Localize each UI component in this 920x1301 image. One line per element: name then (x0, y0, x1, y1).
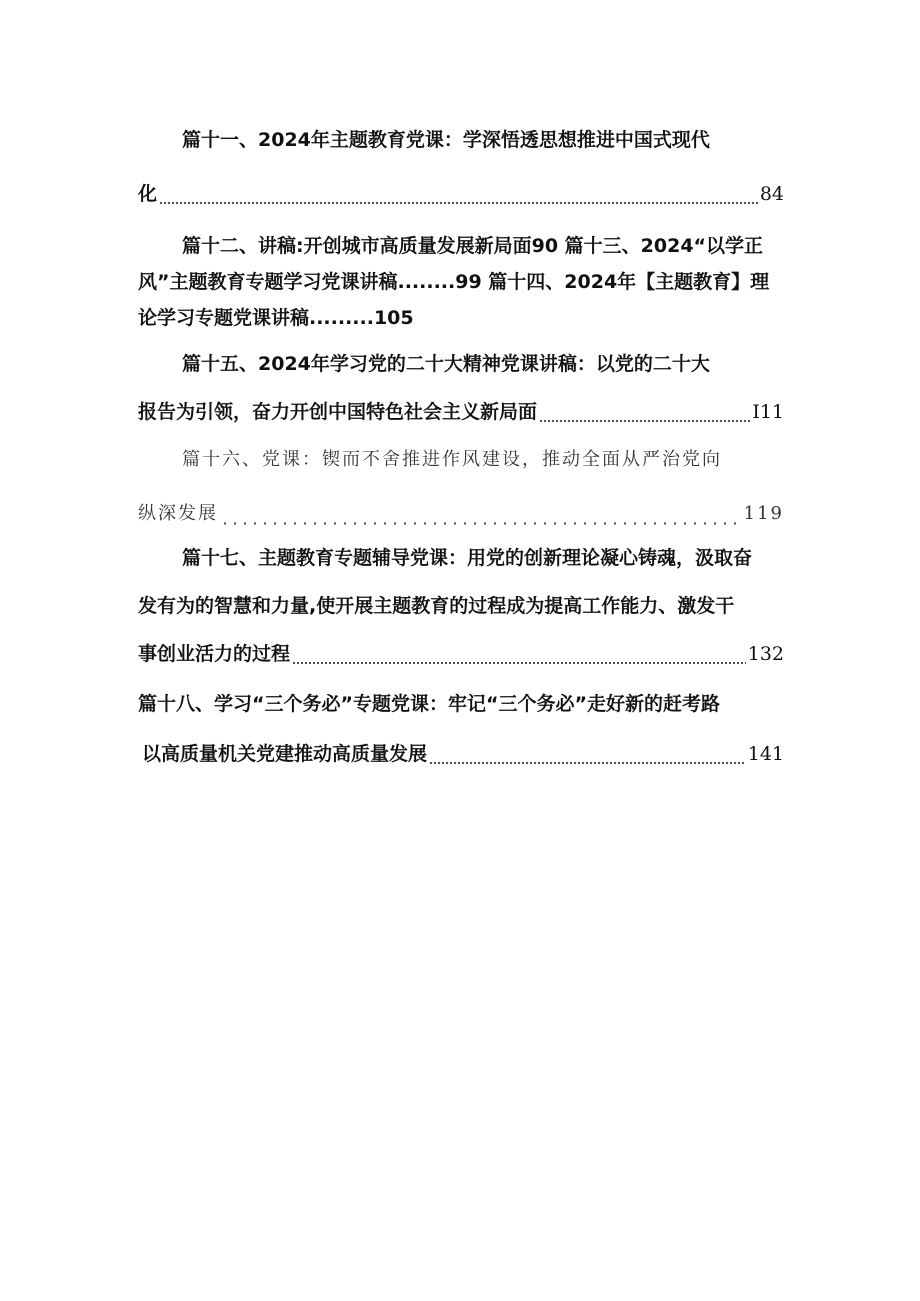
toc-entry-text: 篇十五、2024年学习党的二十大精神党课讲稿：以党的二十大 (182, 353, 710, 375)
toc-entry-16-line-2[interactable] (138, 498, 784, 530)
toc-entry-17-line-3[interactable] (138, 638, 784, 670)
toc-entry-11-line-2[interactable] (138, 178, 784, 210)
toc-entry-text: 发有为的智慧和力量,使开展主题教育的过程成为提高工作能力、激发干 (138, 595, 735, 617)
toc-entry-17-line-1[interactable] (182, 542, 784, 574)
toc-entry-16-line-1[interactable] (182, 444, 784, 476)
toc-entry-text: 以高质量机关党建推动高质量发展 (142, 743, 428, 765)
dot-leader (159, 202, 758, 204)
page-number: 84 (759, 183, 784, 205)
toc-entry-18-line-2[interactable] (142, 738, 784, 770)
dot-leader (220, 522, 742, 525)
toc-entry-text: 风”主题教育专题学习党课讲稿........99 篇十四、2024年【主题教育】理 (138, 271, 770, 293)
toc-entry-text: 论学习专题党课讲稿.........105 (138, 307, 414, 329)
toc-entry-text: 化 (138, 183, 158, 205)
page-number: I11 (752, 401, 784, 423)
page-number: 119 (743, 503, 784, 524)
toc-entry-13-14-line-2[interactable] (138, 266, 784, 298)
dot-leader (429, 762, 746, 764)
toc-entry-text: 事创业活力的过程 (138, 643, 291, 665)
dot-leader (292, 662, 746, 664)
toc-entry-text: 篇十七、主题教育专题辅导党课：用党的创新理论凝心铸魂，汲取奋 (182, 547, 753, 569)
toc-entry-17-line-2[interactable] (138, 590, 784, 622)
toc-entry-15-line-2[interactable] (138, 396, 784, 428)
toc-entry-text: 篇十六、党课：锲而不舍推进作风建设，推动全面从严治党向 (182, 449, 722, 470)
toc-entry-15-line-1[interactable] (182, 348, 784, 380)
toc-entry-14-line-3[interactable] (138, 302, 784, 334)
toc-entry-18-line-1[interactable] (138, 688, 784, 720)
toc-entry-text: 篇十八、学习“三个务必”专题党课：牢记“三个务必”走好新的赶考路 (138, 693, 720, 715)
toc-entry-text: 报告为引领，奋力开创中国特色社会主义新局面 (138, 401, 538, 423)
toc-entry-text: 篇十一、2024年主题教育党课：学深悟透思想推进中国式现代 (182, 129, 710, 151)
page-number: 141 (747, 743, 784, 765)
toc-entry-text: 纵深发展 (138, 503, 218, 524)
toc-entry-11-line-1[interactable] (182, 124, 784, 156)
toc-entry-text: 篇十二、讲稿:开创城市高质量发展新局面90 篇十三、2024“以学正 (182, 235, 764, 257)
page-number: 132 (747, 643, 784, 665)
dot-leader (539, 420, 750, 422)
toc-entry-12-13-line-1[interactable] (182, 230, 784, 262)
